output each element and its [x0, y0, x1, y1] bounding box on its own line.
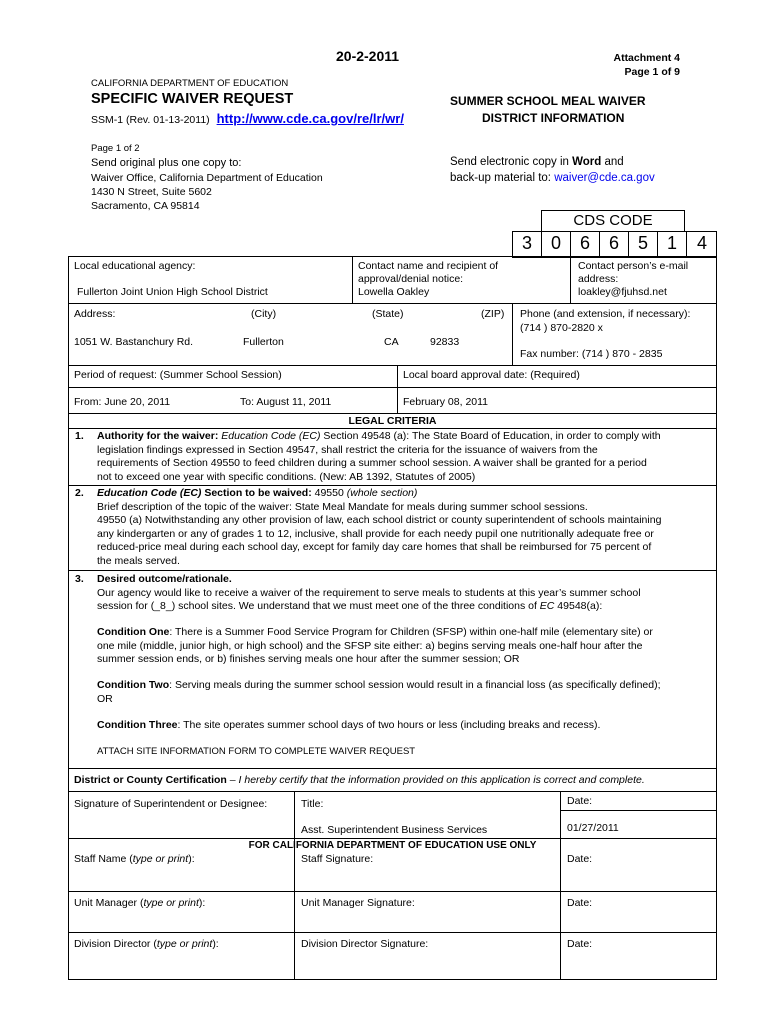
period-to[interactable]: To: August 11, 2011 — [240, 396, 332, 408]
address-label: Address: — [74, 308, 116, 320]
agency-value[interactable]: Fullerton Joint Union High School District — [77, 286, 268, 298]
item3-line-2: Our agency would like to receive a waiver of the requirement to serve meals to students at this year’s summer school — [97, 586, 641, 599]
cert-date-value[interactable]: 01/27/2011 — [567, 822, 619, 834]
item3-line-3: session for (_8_) school sites. We understand that we must meet one of the three conditions of EC 49548(a): — [97, 600, 603, 612]
send-line-1: Send original plus one copy to: — [91, 157, 242, 169]
division-director-date-label: Date: — [567, 938, 593, 950]
unit-manager-date-label: Date: — [567, 897, 593, 909]
item2-number: 2. — [75, 487, 84, 499]
item3-number: 3. — [75, 573, 84, 585]
board-approval-date[interactable]: February 08, 2011 — [403, 396, 489, 408]
title-value[interactable]: Asst. Superintendent Business Services — [301, 824, 488, 836]
waiver-email-link[interactable]: waiver@cde.ca.gov — [554, 172, 655, 184]
phone-label: Phone (and extension, if necessary): — [520, 308, 691, 320]
right-title-2: DISTRICT INFORMATION — [482, 111, 625, 125]
condition-one-line-3: summer session ends, or b) finishes serving meals one hour after the summer session; OR — [97, 653, 520, 665]
item3-heading: Desired outcome/rationale. — [97, 573, 232, 585]
title-label: Title: — [301, 798, 324, 810]
certification-statement: District or County Certification – I hereby certify that the information provided on this application is correct and complete. — [74, 774, 645, 786]
cds-code-label: CDS CODE — [573, 212, 653, 229]
condition-three-line: Condition Three: The site operates summer school days of two hours or less (including breaks and recess). — [97, 719, 601, 731]
unit-manager-signature-label: Unit Manager Signature: — [301, 897, 415, 909]
page-of-label: Page 1 of 9 — [624, 66, 680, 78]
staff-signature-label: Staff Signature: — [301, 853, 374, 865]
cds-digit-2: 0 — [550, 233, 561, 253]
period-label: Period of request: (Summer School Session) — [74, 369, 282, 381]
form-code: SSM-1 (Rev. 01-13-2011) — [91, 114, 210, 126]
document-date: 20-2-2011 — [336, 48, 400, 64]
waiver-url-link[interactable]: http://www.cde.ca.gov/re/lr/wr/ — [216, 111, 404, 126]
street-value[interactable]: 1051 W. Bastanchury Rd. — [74, 336, 194, 348]
phone-value[interactable]: (714 ) 870-2820 x — [520, 322, 603, 334]
item2-line-2: Brief description of the topic of the waiver: State Meal Mandate for meals during summer school sessions. — [97, 500, 588, 513]
item1-line-2: legislation findings expressed in Section 49547, shall restrict the criteria for the issuance of waivers from the — [97, 443, 598, 456]
cds-digit-4: 6 — [608, 233, 619, 253]
cds-digit-3: 6 — [579, 233, 590, 253]
item1-line-4: not to exceed one year with specific conditions. (New: AB 1392, Statutes of 2005) — [97, 470, 476, 483]
send-line-2: Waiver Office, California Department of Education — [91, 172, 323, 184]
state-label: (State) — [372, 308, 404, 320]
right-title-1: SUMMER SCHOOL MEAL WAIVER — [450, 94, 646, 108]
condition-one-line-1: Condition One: There is a Summer Food Service Program for Children (SFSP) within one-half mile (elementary site) or — [97, 626, 653, 638]
attach-instruction: ATTACH SITE INFORMATION FORM TO COMPLETE WAIVER REQUEST — [97, 746, 416, 757]
period-from[interactable]: From: June 20, 2011 — [74, 396, 171, 408]
contact-label-2: approval/denial notice: — [358, 273, 464, 285]
unit-manager-name-label: Unit Manager (type or print): — [74, 897, 206, 909]
attachment-label: Attachment 4 — [613, 52, 680, 64]
division-director-signature-label: Division Director Signature: — [301, 938, 429, 950]
contact-label-1: Contact name and recipient of — [358, 260, 499, 272]
item1-number: 1. — [75, 430, 84, 442]
item2-line-5: reduced-price meal during each school day, except for family day care homes that shall be reimbursed for 75 percent of — [97, 541, 652, 553]
page-small: Page 1 of 2 — [91, 143, 140, 154]
cds-digit-7: 4 — [696, 233, 707, 253]
item1-line-1: Authority for the waiver: Education Code (EC) Section 49548 (a): The State Board of Education, in order to comply with — [97, 430, 661, 442]
city-label: (City) — [251, 308, 277, 320]
fax-value[interactable]: Fax number: (714 ) 870 - 2835 — [520, 348, 663, 360]
legal-criteria-heading: LEGAL CRITERIA — [348, 415, 437, 427]
department-name: CALIFORNIA DEPARTMENT OF EDUCATION — [91, 78, 289, 89]
superintendent-signature-label: Signature of Superintendent or Designee: — [74, 798, 268, 810]
state-value[interactable]: CA — [384, 336, 399, 348]
cds-digit-1: 3 — [521, 233, 532, 253]
staff-name-label: Staff Name (type or print): — [74, 853, 195, 865]
condition-one-line-2: one mile (middle, junior high, or high school) and the SFSP site either: a) begins serving meals one-half hour after the — [97, 639, 643, 652]
electronic-copy-line: Send electronic copy in Word and — [450, 156, 624, 168]
email-label-1: Contact person’s e-mail — [578, 260, 689, 272]
item2-line-6: the meals served. — [97, 554, 180, 567]
division-director-name-label: Division Director (type or print): — [74, 938, 219, 950]
send-line-3: 1430 N Street, Suite 5602 — [91, 186, 212, 198]
item2-line-1: Education Code (EC) Section to be waived: 49550 (whole section) — [97, 487, 418, 499]
item2-line-4: any kindergarten or any of grades 1 to 12, inclusive, shall provide for each needy pupil one nutritionally adequate free or — [97, 527, 654, 540]
staff-date-label: Date: — [567, 853, 593, 865]
condition-two-line-1: Condition Two: Serving meals during the summer school session would result in a financial loss (as specifically defined); — [97, 679, 661, 691]
email-label-2: address: — [578, 273, 619, 285]
cde-use-heading: FOR CALIFORNIA DEPARTMENT OF EDUCATION USE ONLY — [248, 840, 537, 851]
cds-digit-6: 1 — [666, 233, 677, 253]
cert-date-label: Date: — [567, 795, 593, 807]
form-code-line — [91, 111, 404, 126]
zip-label: (ZIP) — [481, 308, 505, 320]
send-line-4: Sacramento, CA 95814 — [91, 200, 200, 212]
contact-value[interactable]: Lowella Oakley — [358, 286, 430, 298]
cds-digit-5: 5 — [637, 233, 648, 253]
board-approval-label: Local board approval date: (Required) — [403, 369, 580, 381]
agency-label: Local educational agency: — [74, 260, 196, 272]
condition-two-line-2: OR — [97, 692, 113, 705]
item1-line-3: requirements of Section 49550 to feed children during a summer school session. A waiver shall be granted for a period — [97, 457, 647, 469]
item2-line-3: 49550 (a) Notwithstanding any other provision of law, each school district or county superintendent of schools maintaining — [97, 514, 662, 526]
zip-value[interactable]: 92833 — [430, 336, 460, 348]
email-value[interactable]: loakley@fjuhsd.net — [578, 286, 667, 298]
city-value[interactable]: Fullerton — [243, 336, 284, 348]
form-title: SPECIFIC WAIVER REQUEST — [91, 91, 294, 107]
backup-line: back-up material to: waiver@cde.ca.gov — [450, 172, 655, 184]
